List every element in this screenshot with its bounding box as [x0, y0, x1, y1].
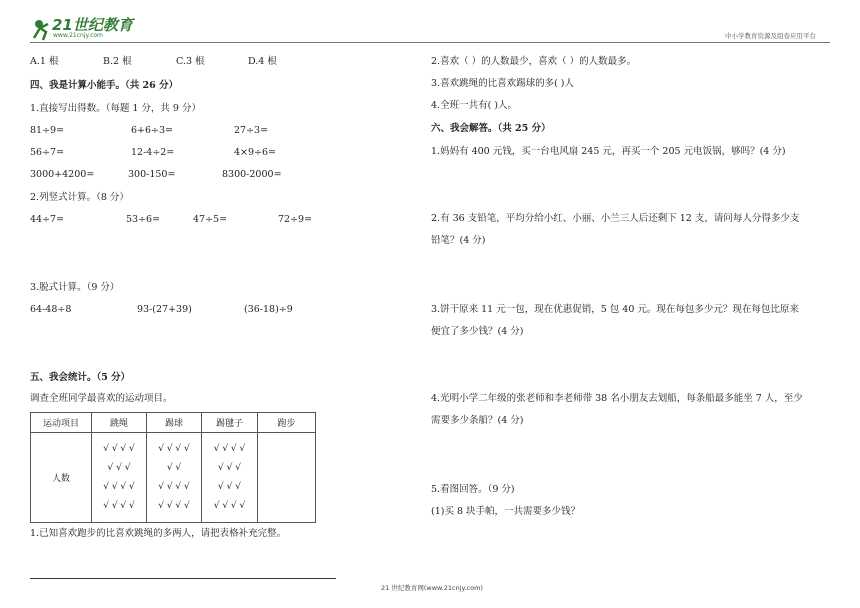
- question-least-most: 2.喜欢（ ）的人数最少，喜欢（ ）的人数最多。: [431, 56, 637, 67]
- logo-text: 21世纪教育: [52, 16, 133, 34]
- tally-cell: √ √ √ √ √ √ √ √ √ √ √ √ √ √: [147, 433, 202, 523]
- vertical-calc: 72÷9=: [278, 214, 313, 225]
- stepwise-calc: 93-(27+39): [137, 304, 192, 315]
- calc-item: 27÷3=: [234, 125, 269, 136]
- problem-4-line2: 需要多少条船？(4 分): [431, 415, 524, 426]
- table-header: 踢球: [147, 413, 202, 433]
- footer-text: 21 世纪教育网(www.21cnjy.com): [381, 584, 483, 592]
- calc-item: 56÷7=: [30, 147, 65, 158]
- option-c: C.3 根: [176, 56, 205, 67]
- option-b: B.2 根: [103, 56, 132, 67]
- header-right-text: 中小学教育资源及组卷应用平台: [725, 32, 816, 40]
- header-rule: [30, 42, 830, 43]
- stepwise-calc: (36-18)÷9: [244, 304, 293, 315]
- q2-title: 2.列竖式计算。（8 分）: [30, 192, 129, 203]
- vertical-calc: 53÷6=: [126, 214, 161, 225]
- problem-2-line2: 铅笔？(4 分): [431, 235, 486, 246]
- stepwise-calc: 64-48÷8: [30, 304, 72, 315]
- calc-item: 300-150=: [128, 169, 176, 180]
- logo-url: www.21cnjy.com: [53, 32, 103, 39]
- problem-5: 5.看图回答。（9 分): [431, 484, 515, 495]
- option-a: A.1 根: [30, 56, 59, 67]
- footer-rule: [30, 578, 336, 579]
- problem-4-line1: 4.光明小学二年级的张老师和李老师带 38 名小朋友去划船，每条船最多能坐 7 人，至少: [431, 393, 803, 404]
- problem-1: 1.妈妈有 400 元钱，买一台电风扇 245 元，再买一个 205 元电饭锅，够吗？(4 分): [431, 146, 786, 157]
- table-question: 1.已知喜欢跑步的比喜欢跳绳的多两人，请把表格补充完整。: [30, 528, 287, 539]
- vertical-calc: 47÷5=: [193, 214, 228, 225]
- problem-3-line2: 便宜了多少钱？(4 分): [431, 326, 524, 337]
- problem-3-line1: 3.饼干原来 11 元一包，现在优惠促销，5 包 40 元。现在每包多少元？现在每包比原来: [431, 304, 799, 315]
- calc-item: 3000+4200=: [30, 169, 95, 180]
- tally-cell[interactable]: [258, 433, 316, 523]
- vertical-calc: 44÷7=: [30, 214, 65, 225]
- question-total: 4.全班一共有( )人。: [431, 100, 517, 111]
- calc-item: 6+6÷3=: [131, 125, 174, 136]
- table-header: 踢毽子: [202, 413, 258, 433]
- section6-title: 六、我会解答。（共 25 分）: [431, 123, 551, 134]
- table-header: 运动项目: [31, 413, 92, 433]
- calc-item: 4×9÷6=: [234, 147, 277, 158]
- calc-item: 8300-2000=: [222, 169, 282, 180]
- option-d: D.4 根: [248, 56, 277, 67]
- section4-title: 四、我是计算小能手。（共 26 分）: [30, 80, 179, 91]
- question-difference: 3.喜欢跳绳的比喜欢踢球的多( )人: [431, 78, 574, 89]
- calc-item: 12-4÷2=: [131, 147, 175, 158]
- row-label: 人数: [31, 433, 92, 523]
- table-header: 跳绳: [92, 413, 147, 433]
- section5-title: 五、我会统计。（5 分）: [30, 372, 131, 383]
- stats-table: [30, 412, 316, 523]
- tally-cell: √ √ √ √ √ √ √ √ √ √ √ √ √ √ √: [92, 433, 147, 523]
- q1-title: 1.直接写出得数。（每题 1 分，共 9 分）: [30, 103, 201, 114]
- tally-cell: √ √ √ √ √ √ √ √ √ √ √ √ √ √: [202, 433, 258, 523]
- calc-item: 81÷9=: [30, 125, 65, 136]
- problem-5-sub: (1)买 8 块手帕，一共需要多少钱？: [431, 506, 581, 517]
- survey-text: 调查全班同学最喜欢的运动项目。: [30, 393, 173, 404]
- q3-title: 3.脱式计算。（9 分）: [30, 282, 120, 293]
- problem-2-line1: 2.有 36 支铅笔，平均分给小红、小丽、小兰三人后还剩下 12 支，请问每人分得多少支: [431, 213, 800, 224]
- table-header: 跑步: [258, 413, 316, 433]
